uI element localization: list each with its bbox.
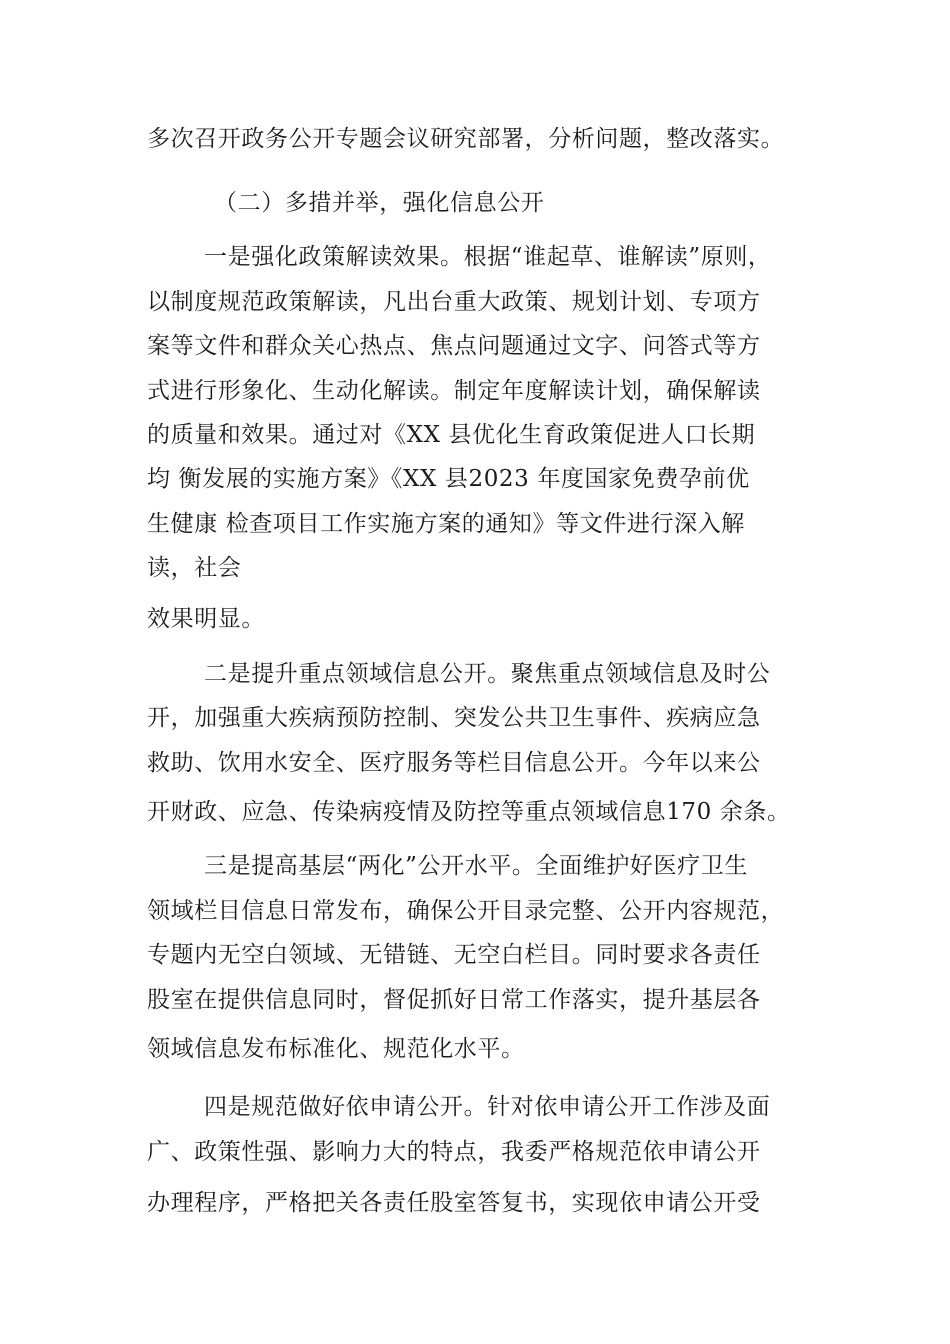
paragraph-line: 读，社会 [147,555,242,581]
paragraph-line: 二是提升重点领域信息公开。聚焦重点领域信息及时公 [204,661,771,687]
paragraph-line: 四是规范做好依申请公开。针对依申请公开工作涉及面 [204,1094,771,1120]
paragraph-line: 效果明显。 [147,606,265,632]
paragraph-line: 三是提高基层“两化”公开水平。全面维护好医疗卫生 [204,853,748,879]
paragraph-line: 办理程序，严格把关各责任股室答复书，实现依申请公开受 [147,1190,761,1216]
paragraph-line: 开财政、应急、传染病疫情及防控等重点领域信息170 余条。 [147,799,791,825]
paragraph-line: 以制度规范政策解读，凡出台重大政策、规划计划、专项方 [147,289,761,315]
paragraph-line: 救助、饮用水安全、医疗服务等栏目信息公开。今年以来公 [147,750,761,776]
paragraph-line: 股室在提供信息同时，督促抓好日常工作落实，提升基层各 [147,987,761,1013]
paragraph-line: 多次召开政务公开专题会议研究部署，分析问题，整改落实。 [147,126,785,152]
paragraph-line: 广、政策性强、影响力大的特点，我委严格规范依申请公开 [147,1139,761,1165]
paragraph-line: 开，加强重大疾病预防控制、突发公共卫生事件、疾病应急 [147,705,761,731]
paragraph-line: 式进行形象化、生动化解读。制定年度解读计划，确保解读 [147,378,761,404]
paragraph-line: 领域栏目信息日常发布，确保公开目录完整、公开内容规范， [147,898,785,924]
paragraph-line: 均 衡发展的实施方案》《XX 县2023 年度国家免费孕前优 [147,466,750,492]
paragraph-line: 领域信息发布标准化、规范化水平。 [147,1036,525,1062]
paragraph-line: 专题内无空白领域、无错链、无空白栏目。同时要求各责任 [147,942,761,968]
paragraph-line: 生健康 检查项目工作实施方案的通知》等文件进行深入解 [147,511,745,537]
paragraph-line: 案等文件和群众关心热点、焦点问题通过文字、问答式等方 [147,333,761,359]
paragraph-line: 的质量和效果。通过对《XX 县优化生育政策促进人口长期 [147,422,756,448]
paragraph-line: 一是强化政策解读效果。根据“谁起草、谁解读”原则， [204,244,772,270]
section-heading: （二）多措并举，强化信息公开 [214,190,545,216]
